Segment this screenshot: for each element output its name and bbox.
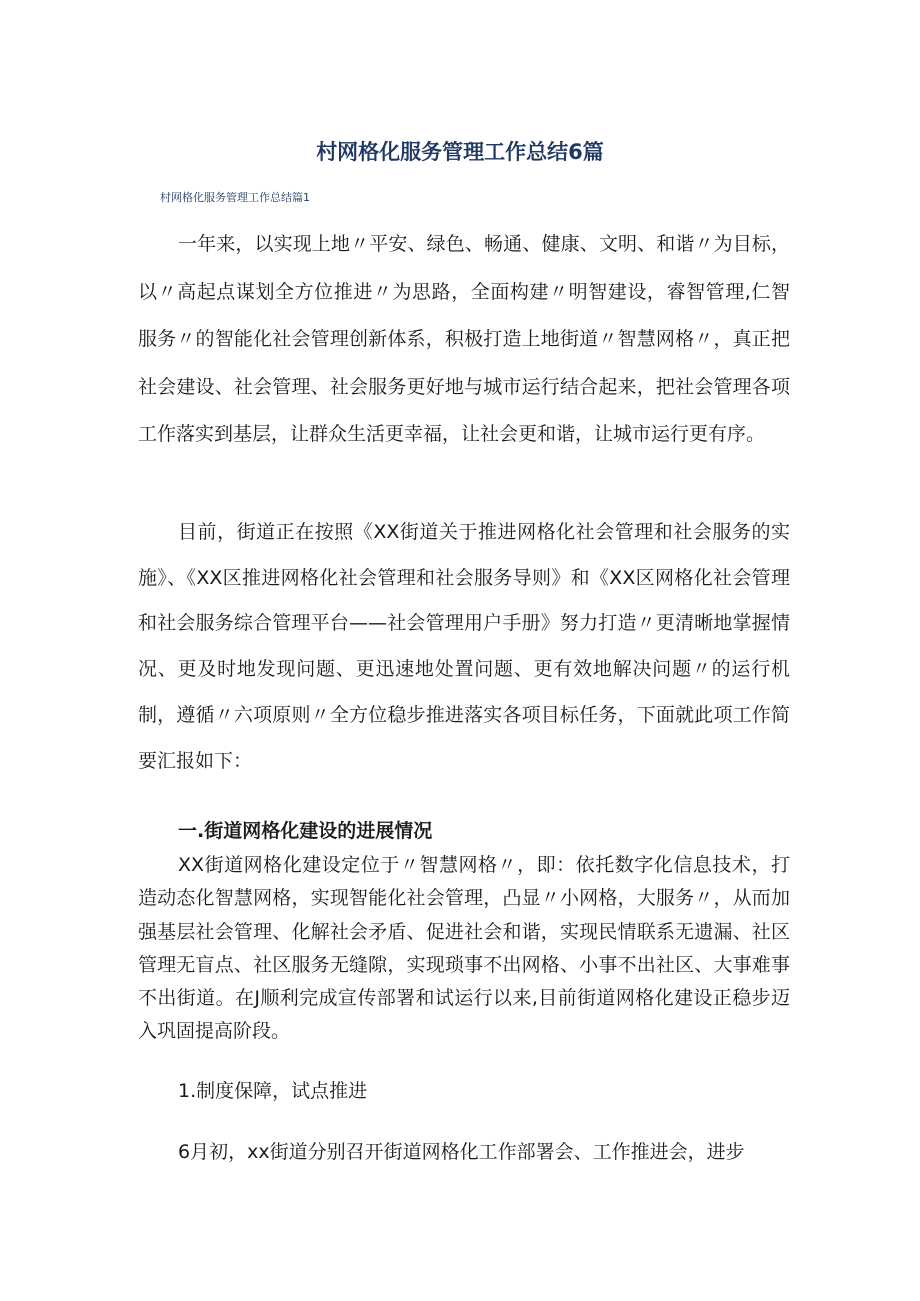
section-heading: 一.街道网格化建设的进展情况 [178, 820, 433, 842]
subsection-heading: 1.制度保障，试点推进 [178, 1080, 368, 1102]
paragraph-tail-line: 6月初，xx街道分别召开街道网格化工作部署会、工作推进会，进步 [178, 1141, 745, 1163]
paragraph-intro: 一年来，以实现上地〃平安、绿色、畅通、健康、文明、和谐〃为目标，以〃高起点谋划全方位推进〃为思路，全面构建〃明智建设，睿智管理,仁智服务〃的智能化社会管理创新体系，积极打造上地街道〃智慧网格〃，真正把社会建设、社会管理、社会服务更好地与城市运行结合起来，把社会管理各项工作落实到基层，让群众生活更幸福，让社会更和谐，让城市运行更有序。 [138, 233, 790, 445]
paragraph-grid-positioning: XX街道网格化建设定位于〃智慧网格〃，即：依托数字化信息技术，打造动态化智慧网格，实现智能化社会管理，凸显〃小网格，大服务〃，从而加强基层社会管理、化解社会矛盾、促进社会和谐，实现民情联系无遗漏、社区管理无盲点、社区服务无缝隙，实现琐事不出网格、小事不出社区、大事难事不出街道。在J顺利完成宣传部署和试运行以来,目前街道网格化建设正稳步迈入巩固提高阶段。 [138, 854, 790, 1043]
document-title: 村网格化服务管理工作总结6篇 [316, 140, 604, 164]
paragraph-current-status: 目前，街道正在按照《XX街道关于推进网格化社会管理和社会服务的实施》、《XX区推进网格化社会管理和社会服务导则》和《XX区网格化社会管理和社会服务综合管理平台——社会管理用户手册》努力打造〃更清晰地掌握情况、更及时地发现问题、更迅速地处置问题、更有效地解决问题〃的运行机制，遵循〃六项原则〃全方位稳步推进落实各项目标任务，下面就此项工作简要汇报如下： [138, 521, 790, 772]
document-subtitle: 村网格化服务管理工作总结篇1 [160, 191, 310, 204]
